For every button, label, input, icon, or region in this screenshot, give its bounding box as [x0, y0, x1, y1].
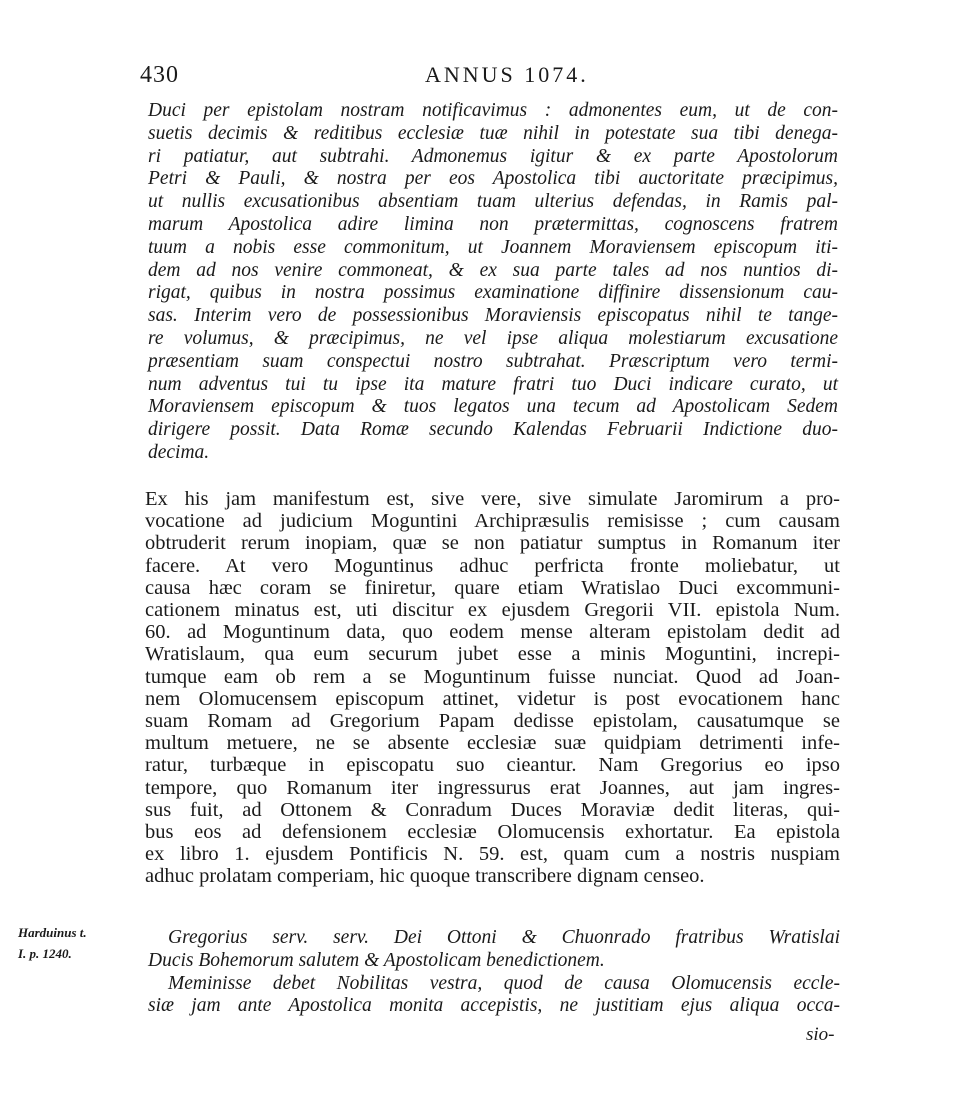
text-line: cationem minatus est, uti discitur ex ejusdem Gregorii VII. epistola Num. [145, 599, 840, 622]
text-line: obtruderit rerum inopiam, quæ se non patiatur sumptus in Romanum iter [145, 532, 840, 555]
text-line: Ex his jam manifestum est, sive vere, sive simulate Jaromirum a pro- [145, 488, 840, 510]
text-line: adhuc prolatam comperiam, hic quoque transcribere dignam censeo. [145, 865, 705, 888]
text-line: siæ jam ante Apostolica monita accepistis, ne justitiam ejus aliqua occa- [148, 995, 840, 1017]
text-line: suetis decimis & reditibus ecclesiæ tuæ nihil in potestate sua tibi denega- [148, 122, 838, 144]
text-line: nem Olomucensem episcopum attinet, videtur is post evocationem hanc [145, 687, 840, 710]
text-line: præsentiam suam conspectui nostro subtrahat. Præscriptum vero termi- [148, 350, 838, 372]
text-line: Moraviensem episcopum & tuos legatos una tecum ad Apostolicam Sedem [148, 396, 838, 418]
text-line: ratur, turbæque in episcopatu suo cieantur. Nam Gregorius eo ipso [145, 754, 840, 777]
text-line: decima. [148, 441, 210, 463]
margin-note-line: Harduinus t. [18, 925, 87, 940]
text-line: rigat, quibus in nostra possimus examinatione diffinire dissensionum cau- [148, 282, 838, 304]
text-line: Petri & Pauli, & nostra per eos Apostolica tibi auctoritate præcipimus, [148, 168, 838, 190]
text-line: re volumus, & præcipimus, ne vel ipse aliqua molestiarum excusatione [148, 327, 838, 349]
text-line: dirigere possit. Data Romæ secundo Kalendas Februarii Indictione duo- [148, 419, 838, 441]
text-line: num adventus tui tu ipse ita mature fratri tuo Duci indicare curato, ut [148, 373, 838, 395]
commentary-text [145, 488, 840, 888]
text-line: sas. Interim vero de possessionibus Moraviensis episcopatus nihil te tange- [148, 305, 838, 327]
text-line: suam Romam ad Gregorium Papam dedisse epistolam, causatumque se [145, 710, 840, 733]
second-letter [148, 927, 840, 1018]
text-line: ri patiatur, aut subtrahi. Admonemus igitur & ex parte Apostolorum [148, 145, 838, 167]
text-line: causa hæc coram se finiretur, quare etiam Wratislao Duci excommuni- [145, 576, 840, 599]
text-line: Wratislaum, qua eum securum jubet esse a minis Moguntini, increpi- [145, 643, 840, 666]
letter-salutation-line: Ducis Bohemorum salutem & Apostolicam benedictionem. [148, 949, 605, 971]
text-line: facere. At vero Moguntinus adhuc perfricta fronte moliebatur, ut [145, 554, 840, 577]
margin-note-line: I. p. 1240. [18, 946, 72, 961]
page-number: 430 [140, 62, 179, 88]
text-line: Duci per epistolam nostram notificavimus : admonentes eum, ut de con- [148, 100, 838, 121]
page-header [140, 62, 830, 92]
margin-note [18, 922, 138, 964]
letter-salutation-line: Gregorius serv. serv. Dei Ottoni & Chuonrado fratribus Wratislai [168, 927, 840, 948]
text-line: sus fuit, ad Ottonem & Conradum Duces Moraviæ dedit literas, qui- [145, 798, 840, 821]
text-line: marum Apostolica adire limina non prætermittas, cognoscens fratrem [148, 213, 838, 235]
text-line: ut nullis excusationibus absentiam tuam ulterius defendas, in Ramis pal- [148, 191, 838, 213]
text-line: ex libro 1. ejusdem Pontificis N. 59. est, quam cum a nostris nuspiam [145, 843, 840, 866]
text-line: multum metuere, ne se absente ecclesiæ suæ quidpiam detrimenti infe- [145, 732, 840, 755]
text-line: tuum a nobis esse commonitum, ut Joannem Moraviensem episcopum iti- [148, 236, 838, 258]
text-line: dem ad nos venire commoneat, & ex sua parte tales ad nos nuntios di- [148, 259, 838, 281]
text-line: tempore, quo Romanum iter ingressurus erat Joannes, aut jam ingres- [145, 776, 840, 799]
text-line: Meminisse debet Nobilitas vestra, quod de causa Olomucensis eccle- [168, 972, 840, 994]
text-line: 60. ad Moguntinum data, quo eodem mense alteram epistolam dedit ad [145, 621, 840, 644]
running-title: ANNUS 1074. [425, 62, 589, 87]
text-line: tumque eam ob rem a se Moguntinum fuisse nunciat. Quod ad Joan- [145, 665, 840, 688]
catchword: sio- [806, 1024, 835, 1045]
letter-text-italic [148, 100, 838, 465]
text-line: bus eos ad defensionem ecclesiæ Olomucensis exhortatur. Ea epistola [145, 821, 840, 844]
text-line: vocatione ad judicium Moguntini Archipræsulis remisisse ; cum causam [145, 510, 840, 533]
